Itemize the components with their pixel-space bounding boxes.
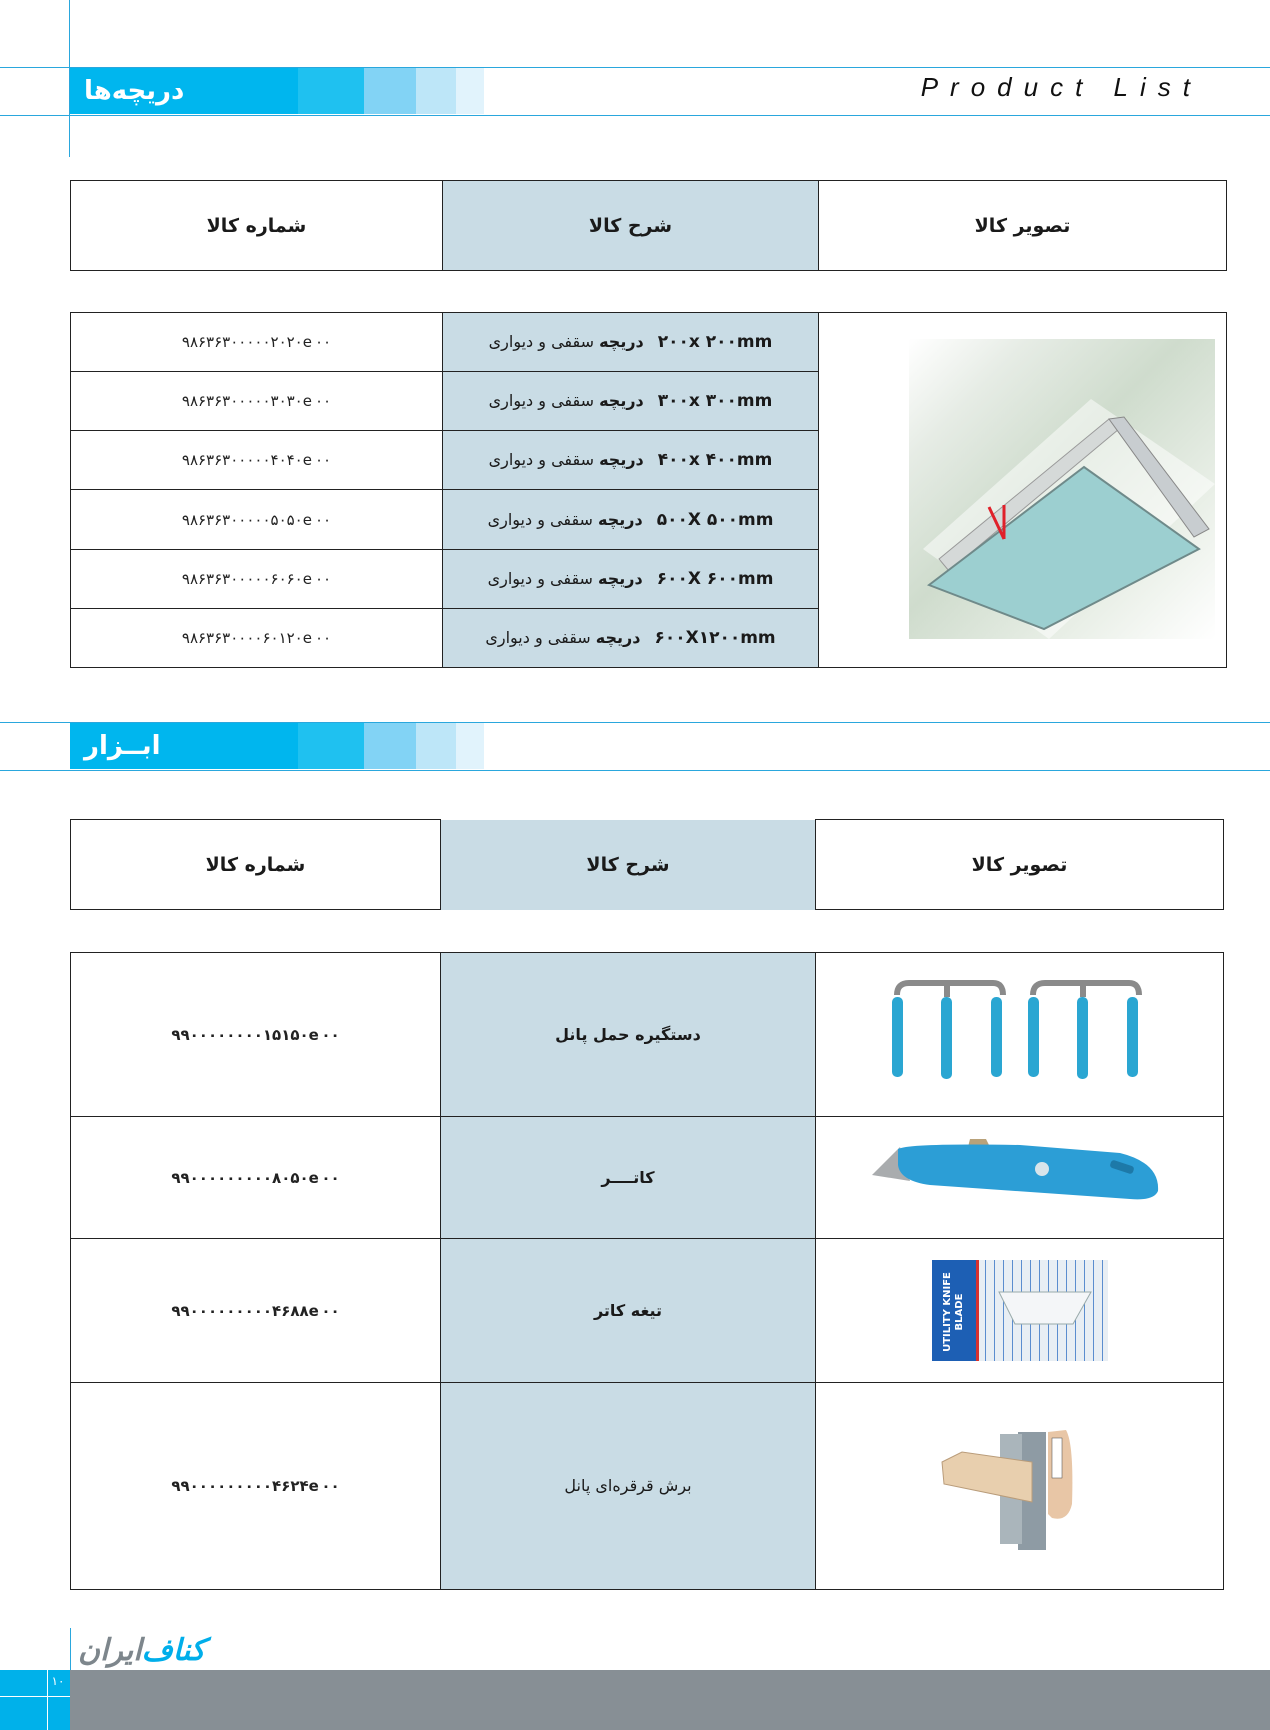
desc-bold: دریچه [595,627,641,647]
table-row [71,1238,1224,1382]
section-title: دریچه‌ها [84,76,185,106]
size: ۵۰۰X ۵۰۰mm [656,509,774,530]
section-title: ابــزار [84,731,161,761]
table-row [71,1383,1224,1590]
utility-knife-icon [870,1135,1170,1215]
product-code: ۹۸۶۳۶۳۰۰۰۰۰۳۰۳۰e۰۰ [181,392,332,411]
product-code: ۹۹۰۰۰۰۰۰۰۰۱۵۱۵۰e۰۰ [171,1025,340,1044]
header-image: تصویر کالا [816,820,1224,910]
product-image-cell [816,953,1224,1117]
desc: سقفی و دیواری [488,450,600,470]
table-header-tools [70,819,1224,910]
footer-blue-block [0,1670,70,1730]
header-code: شماره کالا [71,181,443,271]
desc-bold: دریچه [599,450,644,470]
product-code: ۹۸۶۳۶۳۰۰۰۰۰۲۰۲۰e۰۰ [181,333,332,352]
table-hatches [70,312,1227,668]
product-code: ۹۸۶۳۶۳۰۰۰۰۶۰۱۲۰e۰۰ [181,628,332,647]
table-row [71,313,1227,372]
desc-bold: دریچه [598,568,643,588]
table-tools [70,952,1224,1590]
size: ۶۰۰X ۶۰۰mm [656,568,774,589]
table-row [71,953,1224,1117]
product-image-cell [816,1117,1224,1239]
product-image-cell [816,1238,1224,1382]
guide-line-bottom [0,770,1270,771]
product-image-cell [819,313,1227,668]
desc: سقفی و دیواری [488,332,600,352]
page-number: ۱۰ [51,1674,65,1688]
product-name: دستگیره حمل پانل [555,1024,701,1044]
product-code: ۹۸۶۳۶۳۰۰۰۰۰۴۰۴۰e۰۰ [181,451,332,470]
utility-knife-blade-package-image [932,1260,1108,1361]
desc-bold: دریچه [599,391,644,411]
logo-knauf: کناف [141,1633,206,1668]
product-code: ۹۸۶۳۶۳۰۰۰۰۰۵۰۵۰e۰۰ [181,510,332,529]
blade-package-text: UTILITY KNIFE [941,1272,953,1353]
footer-bar [70,1670,1270,1730]
header-description: شرح کالا [441,820,816,910]
product-image-cell [816,1383,1224,1590]
table-row [71,1117,1224,1239]
blade-package-text: BLADE [953,1293,965,1331]
header-description: شرح کالا [443,181,819,271]
panel-roller-cutter-icon [940,1414,1100,1554]
size: ۴۰۰x ۴۰۰mm [657,450,773,471]
product-name: برش قرقره‌ای پانل [564,1476,692,1496]
footer-guide-line [70,1628,71,1670]
table-header-hatches [70,180,1227,271]
header-code: شماره کالا [71,820,441,910]
desc: سقفی و دیواری [487,568,599,588]
panel-carrier-handles-icon [885,977,1155,1087]
ceiling-access-hatch-image [909,339,1215,639]
desc: سقفی و دیواری [487,509,599,529]
size: ۲۰۰x ۲۰۰mm [657,332,773,353]
desc-bold: دریچه [598,509,643,529]
product-name: کاتــــر [601,1167,655,1187]
size: ۶۰۰X۱۲۰۰mm [654,627,776,648]
section-bar-tools [70,723,484,769]
desc: سقفی و دیواری [485,627,596,647]
knauf-iran-logo [78,1632,205,1668]
product-code: ۹۸۶۳۶۳۰۰۰۰۰۶۰۶۰e۰۰ [181,569,332,588]
product-code: ۹۹۰۰۰۰۰۰۰۰۰۸۰۵۰e۰۰ [171,1168,340,1187]
section-bar-hatches [70,68,484,114]
product-name: تیغه کاتر [593,1300,663,1320]
size: ۳۰۰x ۳۰۰mm [657,391,773,412]
desc: سقفی و دیواری [488,391,600,411]
product-code: ۹۹۰۰۰۰۰۰۰۰۰۴۶۸۸e۰۰ [171,1301,340,1320]
product-code: ۹۹۰۰۰۰۰۰۰۰۰۴۶۲۴e۰۰ [171,1477,340,1496]
desc-bold: دریچه [599,332,644,352]
guide-line-bottom [0,115,1270,116]
logo-iran: ایران [78,1633,142,1668]
product-list-title: Product List [920,72,1202,102]
header-image: تصویر کالا [819,181,1227,271]
